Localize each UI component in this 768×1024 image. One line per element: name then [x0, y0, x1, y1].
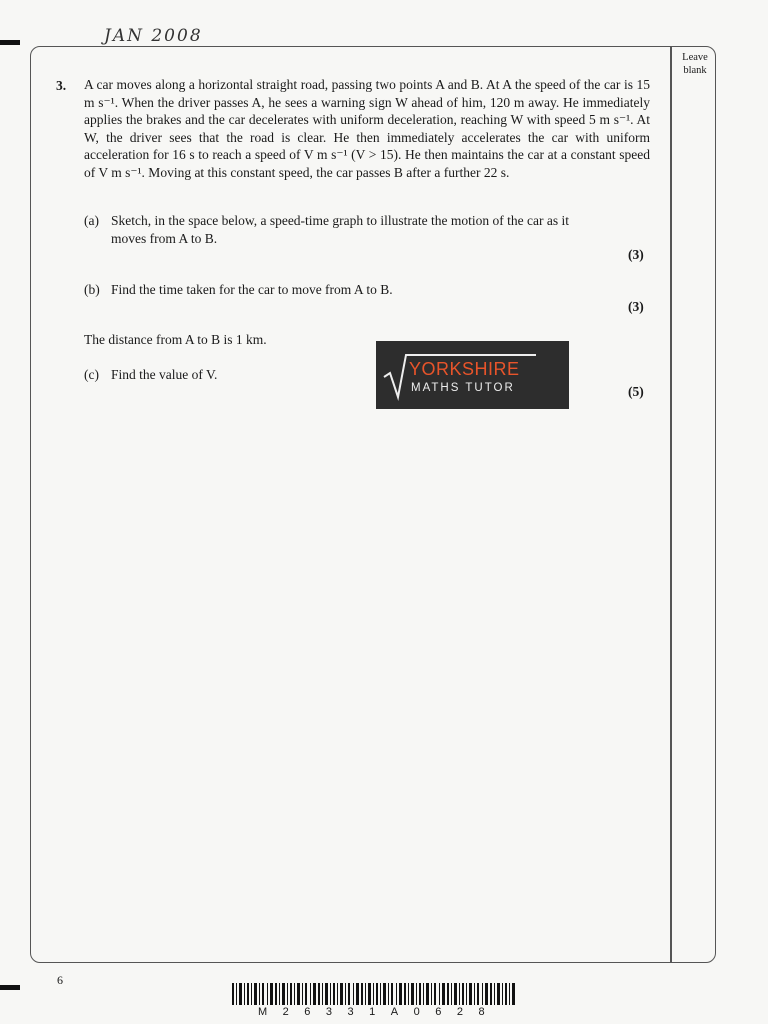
logo-line2: MATHS TUTOR: [411, 382, 515, 394]
part-a-text-line2: moves from A to B.: [111, 230, 218, 246]
blank-word: blank: [683, 65, 707, 76]
part-b-label: (b): [84, 282, 100, 297]
leave-word: Leave: [682, 52, 708, 63]
part-b-text: Find the time taken for the car to move from A to B.: [111, 282, 393, 297]
question-stem: A car moves along a horizontal straight road, passing two points A and B. At A the speed of the car is 15 m s⁻¹. When the driver passes A, he sees a warning sign W ahead of him, 120 m away. He immediately applies the brakes and the car decelerates with uniform deceleration, reaching W with speed 5 m s⁻¹. At W, the driver sees that the road is clear. He then immediately accelerates the car with uniform acceleration for 16 s to reach a speed of V m s⁻¹ (V > 15). He then maintains the car at a constant speed of V m s⁻¹. Moving at this constant speed, the car passes B after a further 22 s.: [84, 77, 650, 180]
distance-info: The distance from A to B is 1 km.: [84, 332, 267, 347]
part-b-marks: (3): [628, 299, 644, 314]
yorkshire-maths-tutor-logo: [376, 341, 569, 409]
part-a-label: (a): [84, 213, 99, 228]
leave-blank-divider: [670, 46, 672, 963]
part-a-text-line1: Sketch, in the space below, a speed-time graph to illustrate the motion of the car as it: [111, 213, 569, 228]
page-number: 6: [57, 973, 63, 987]
question-number: 3.: [56, 78, 67, 93]
part-a-marks: (3): [628, 247, 644, 262]
answer-frame: [30, 46, 716, 963]
part-c-text: Find the value of V.: [111, 367, 218, 382]
handwritten-date: JAN 2008: [104, 26, 203, 46]
part-c-marks: (5): [628, 384, 644, 399]
logo-line1: YORKSHIRE: [409, 359, 520, 379]
leave-blank-label: [673, 51, 717, 77]
barcode-text: M26331A0628: [258, 1006, 501, 1018]
part-c-label: (c): [84, 367, 99, 382]
registration-mark-bottom: [0, 985, 20, 990]
registration-mark-top: [0, 40, 20, 45]
barcode: [232, 983, 516, 1005]
